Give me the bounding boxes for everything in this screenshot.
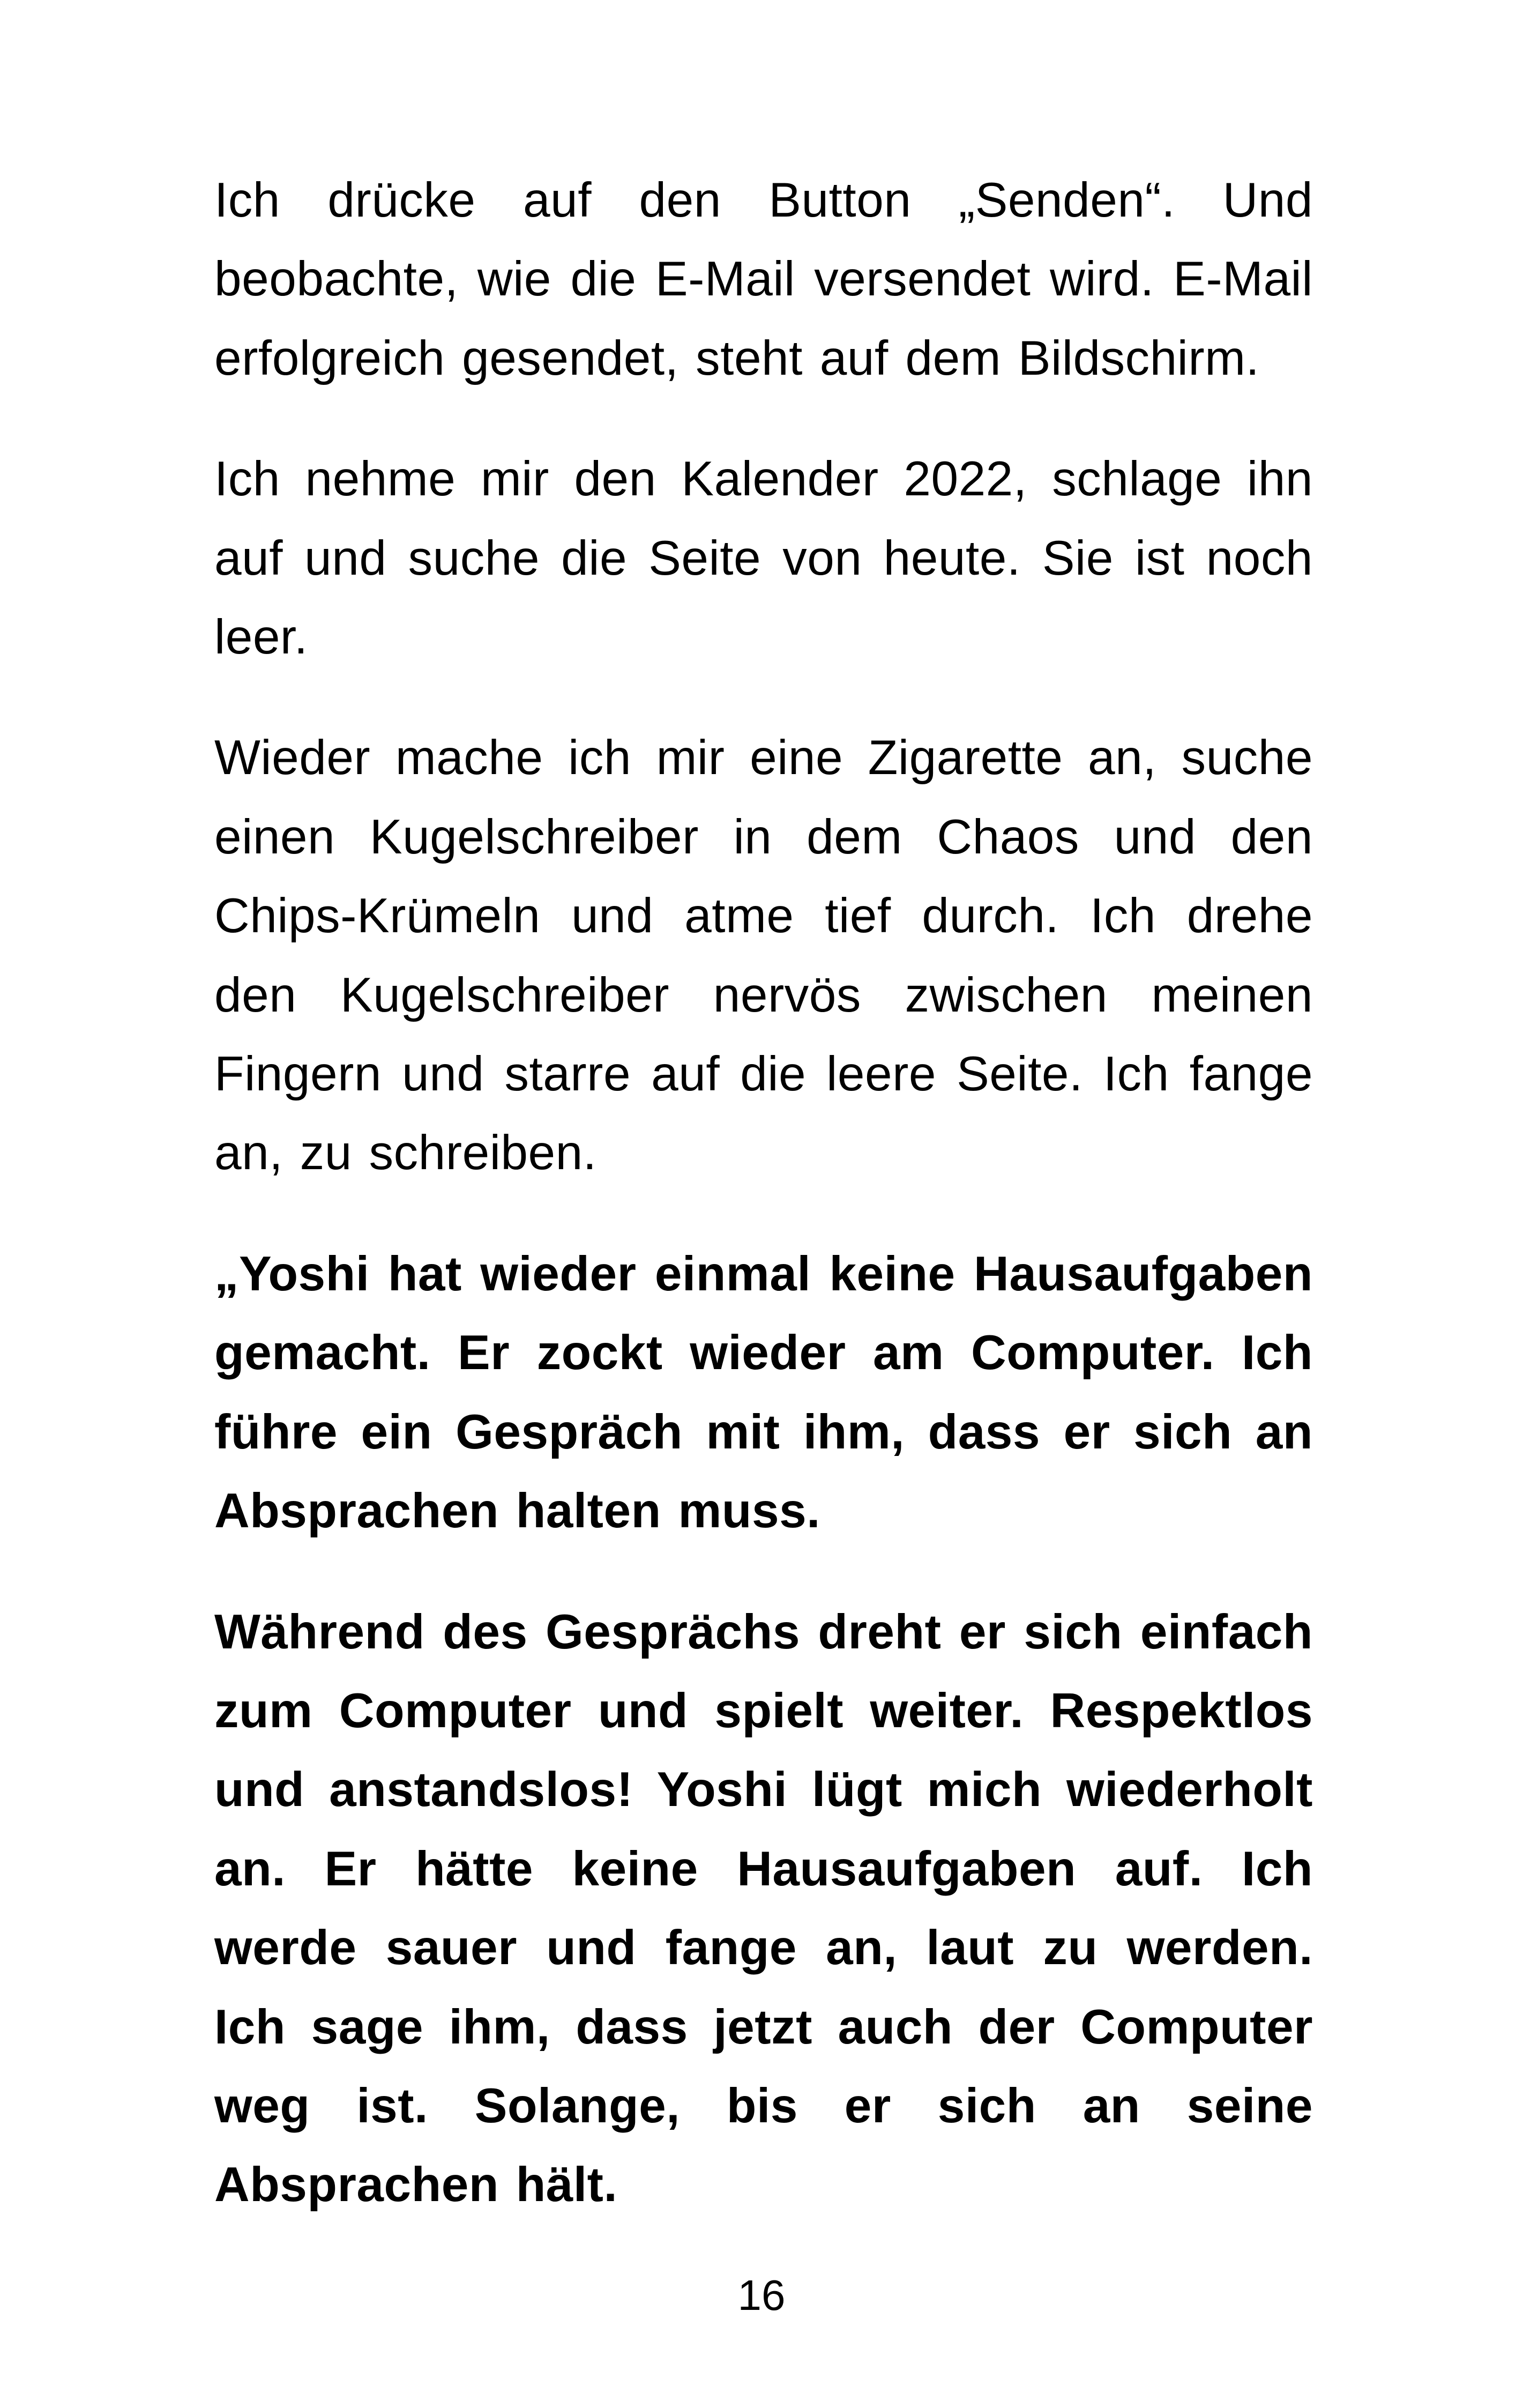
paragraph-kalender: Ich nehme mir den Kalender 2022, schlage ihn auf und suche die Seite von heute. Sie ist noch leer. bbox=[214, 452, 1313, 665]
paragraph-yoshi-hausaufgaben: „Yoshi hat wieder einmal keine Hausaufgaben gemacht. Er zockt wieder am Computer. Ich führe ein Gespräch mit ihm, dass er sich an Absprachen halten muss. bbox=[214, 1246, 1313, 1539]
page-body-text bbox=[214, 161, 1313, 2266]
page-number: 16 bbox=[737, 2271, 786, 2319]
paragraph-zigarette: Wieder mache ich mir eine Zigarette an, suche einen Kugelschreiber in dem Chaos und den Chips-Krümeln und atme tief durch. Ich drehe den Kugelschreiber nervös zwischen meinen Fingern und starre auf die leere Seite. Ich fange an, zu schreiben. bbox=[214, 731, 1313, 1180]
paragraph-send-email: Ich drücke auf den Button „Senden“. Und beobachte, wie die E-Mail versendet wird. E-Mail erfolgreich gesendet, steht auf dem Bildschirm. bbox=[214, 173, 1313, 385]
paragraph-gespraech-computer: Während des Gesprächs dreht er sich einfach zum Computer und spielt weiter. Respektlos und anstandslos! Yoshi lügt mich wiederholt an. Er hätte keine Hausaufgaben auf. Ich werde sauer und fange an, laut zu werden. Ich sage ihm, dass jetzt auch der Computer weg ist. Solange, bis er sich an seine Absprachen hält. bbox=[214, 1604, 1313, 2212]
